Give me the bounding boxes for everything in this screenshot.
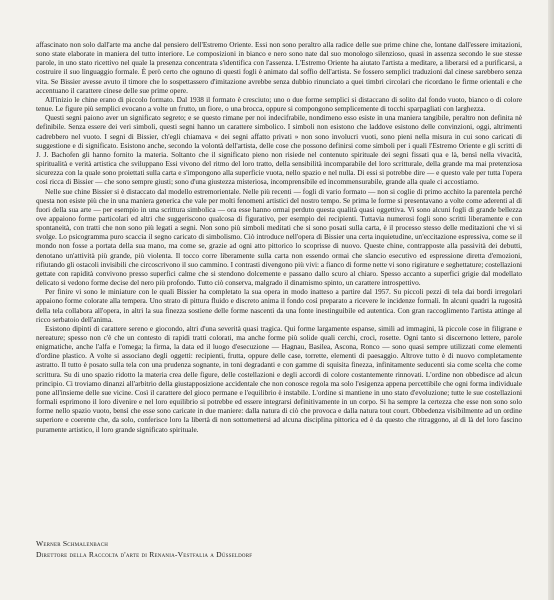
paragraph-6: Esistono dipinti di carattere sereno e giocondo, altri d'una severità quasi tragica. Qui forme largamente espanse, simili ad immagini, là piccole cose in filigrane e nereature; spesso non c'è che un contesto di rapidi tratti colorati, ma anche forme più solide quali cerchi, croci, rosette. Ogni tanto si discernono lettere, parole enigmatiche, anche l'alfa e l'omega; la firma, la data ed il luogo d'esecuzione — Hagnau, Basilea, Ascona, Ronco — sono quasi sempre utilizzati come elementi d'ordine plastico. A volte si associano degli oggetti: recipienti, frutta, oppure delle case, torrette, elementi di paesaggio. Altrove tutto è di nuovo completamente astratto. Il tutto è posato sulla tela con una prudenza sognante, in toni degradanti e con gamme di squisita finezza, infinitamente seducenti sia come scelta che come scrittura. Su di uno spazio ridotto la materia crea delle figure, delle costellazioni e degli accordi di colore costantemente rinnovati. L'ordine non obbedisce ad alcun principio. Ci troviamo dinanzi all'arbitrio della giustapposizione accidentale che non conosce regola ma solo l'esigenza appena percettibile che ogni forma individuale pone all'insieme delle sue vicine. Così il carattere del gioco permane e l'equilibrio è instabile. L'ordine si mantiene in uno stato d'evoluzione; tutte le sue costellazioni formali esprimono il loro divenire e nel loro equilibrio si potrebbe ed essere integrarsi definitivamente in un corpo. Si ha sempre la certezza che esse non sono solo forme nello spazio vuoto, bensì che esse sono caricate in due maniere: dalla natura di ciò che provoca e dalla natura tout court. Obbedenza visibilmente ad un ordine superiore e coerente che, da solo, conferisce loro la libertà di non sottomettersi ad alcuna disciplina pittorica ed è da questo che ritraggono, al di là del loro fascino puramente artistico, il loro grande significato spirituale.: [36, 323, 522, 434]
essay-body: [36, 40, 522, 434]
paragraph-1: affascinato non solo dall'arte ma anche dal pensiero dell'Estremo Oriente. Essi non sono peraltro alla radice delle sue prime chine che, lontane dall'essere imitazioni, sono state elaborate in maniera del tutto interiore. Le composizioni in bianco e nero sono nate dal suo monologo silenzioso, quasi in assenza secondo le sue stesse parole, in uno stato ricettivo nel quale la presenza concentrata s'identifica con l'assenza. L'Estremo Oriente ha aiutato l'artista a meditare, a liberarsi ed a purificarsi, a costruire il suo linguaggio formale. È però certo che ognuno di questi fogli è animato dal soffio dell'artista. Se fossero semplici traduzioni dal cinese sarebbero senza vita. Se Bissier avesse avuto il timore che lo sospettassero d'imitazione avrebbe senza dubbio rinunciato a quei timbri circolari che ricordano le firme orientali e che accentuano il carattere cinese delle sue prime opere.: [36, 40, 522, 95]
author-name: Werner Schmalenbach: [36, 539, 109, 548]
paragraph-2: All'inizio le chine erano di piccolo formato. Dal 1938 il formato è cresciuto; uno o due forme semplici si distaccano di solito dal fondo vuoto, bianco o di colore tenue. Le figure più semplici evocano a volte un frutto, un fiore, o una brocca, oppure si compongono semplicemente di tocchi sparpagliati con larghezza.: [36, 94, 522, 114]
paragraph-3: Questi segni paiono aver un significato segreto; e se questo rimane per noi indecifrabile, nondimeno esso esiste in una maniera tangibile, peraltro non definita nè definibile. Senza essere dei veri simboli, questi segni hanno un carattere simbolico. I simboli non esistono che laddove esistono delle convinzioni, oggi, altrimenti cadrebbero nel vuoto. I segni di Bissier, ch'egli chiamava « dei segni affatto privati » non sono involucri vuoti, sono pieni nella misura in cui sono caricati di suggestione e di significato. Esistono anche, secondo la volontà dell'artista, delle cose che possono definirsi come simboli per i quali l'Estremo Oriente e gli scritti di J. J. Bachofen gli hanno fornito la materia. Soltanto che il significato pieno non risiede nel contenuto spirituale dei segni fissati qua e là, bensì nella vivacità, spiritualità e verità artistica che sviluppano Essi vivono del ritmo del loro tratto, della sensibilità incomparabile del loro scritturale, della grande ma mai pretenziosa sicurezza con la quale sono proiettati sulla carta e s'impongono alla superficie vuota, nello spazio e nel nulla. Di essi si potrebbe dire — e questo vale per tutta l'opera così ricca di Bissier — che sono sempre giusti; sono d'una giustezza misteriosa, incomprensibile ed incommensurabile, grande alla quale ci accostiamo.: [36, 113, 522, 187]
paragraph-5: Per finire vi sono le miniature con le quali Bissier ha completato la sua opera in modo inatteso a partire dal 1957. Su piccoli pezzi di tela dai bordi irregolari appaiono forme colorate alla tempera. Uno strato di pittura fluido e discreto anima il fondo così preparato a ricevere le incidenze formali. In alcuni quadri la rugosità della tela collabora all'opera, in altri la sua finezza sostiene delle forme nascenti da una fonte inestinguibile ed autentica. Con gran raccoglimento l'artista attinge al ricco serbatoio dell'anima.: [36, 287, 522, 324]
paragraph-4: Nelle sue chine Bissier si è distaccato dal modello estremorientale. Nelle più recenti — fogli di vario formato — non si coglie di primo acchito la parentela perché questa non esiste più che in una maniera generica che vale per molti fenomeni artistici del nostro tempo. Se prima le forme si presentavano a volte come aderenti al di fuori della sua arte — per esempio in una scrittura simbolica — ora esse hanno ormai perduto questa qualità quasi oggettiva. Vi sono alcuni fogli di grande bellezza ove appaiono forme particolari ed altri che suggeriscono qualcosa di figurativo, per esempio dei recipienti. Tuttavia numerosi fogli sono scritti liberamente e con spontaneità, con tratti che non sono più legati a segni. Non sono più simboli meditati che si sono posati sulla carta, è il processo stesso delle meditazioni che vi si svolge. Lo psicogramma puro scaccia il segno caricato di simbolismo. Ciò introduce nell'opera di Bissier una certa inquietudine, un'eccitazione espressiva, come se il mondo non fosse a portata della sua mano, ma come se, grazie ad ogni atto pittorico lo scoprisse di nuovo. Queste chine, contrapposte alla passività dei debutti, denotano un'attività più grande, più violenta. Il tocco corre liberamente sulla carta non essendo ormai che slancio esecutivo ed espressione diretta d'emozioni, rifiutando gli ostacoli invisibili che circoscrivono il suo cammino. I contrasti divengono più vivi: a fianco di forme nette vi sono rigirature e seghettature; costellazioni gettate con rapidità convivono presso superfici calme che si stendono dolcemente e passano dallo scuro al chiaro. Spesso accanto a superfici grigie dal modellato delicato si vedono forme decise del nero più profondo. Tutto ciò conserva, malgrado il dinamismo spinto, un carattere introspettivo.: [36, 186, 522, 288]
author-signature: [36, 538, 522, 560]
author-role: Direttore della Raccolta d'arte di Renania-Vestfalia a Düsseldorf: [36, 550, 253, 559]
page-edge: [548, 0, 554, 600]
